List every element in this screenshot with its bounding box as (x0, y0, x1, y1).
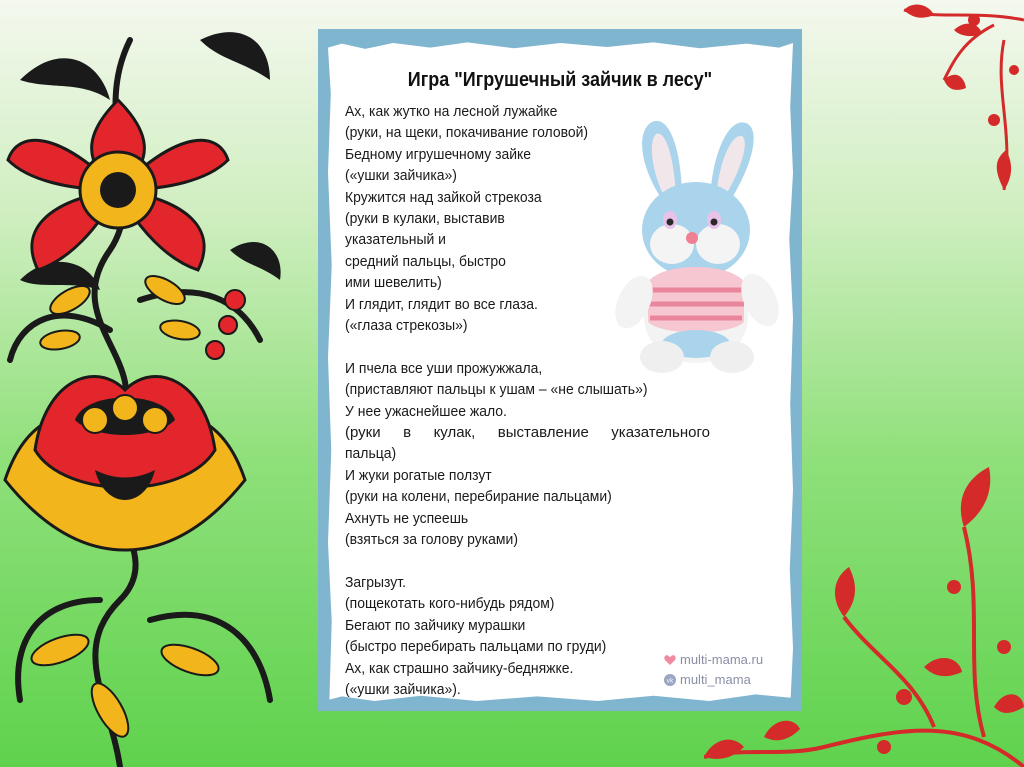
poem-line: И пчела все уши прожужжала, (345, 359, 543, 377)
poem-line: («глаза стрекозы») (345, 317, 468, 335)
poem-line: И жуки рогатые ползут (345, 466, 492, 484)
poem-line: средний пальцы, быстро (345, 252, 506, 270)
poem-line: (руки на колени, перебирание пальцами) (345, 488, 612, 506)
poem-line: пальца) (345, 445, 397, 463)
poem-word: указательного (611, 424, 710, 442)
watermark (664, 650, 763, 690)
watermark-social: multi_mama (680, 672, 751, 687)
vk-icon (664, 674, 676, 686)
svg-text:vk: vk (666, 677, 674, 685)
poem-line: Ахнуть не успеешь (345, 509, 469, 527)
poem-line: Бегают по зайчику мурашки (345, 616, 526, 634)
page-title: Игра "Игрушечный зайчик в лесу" (407, 69, 713, 91)
poem-line: И глядит, глядит во все глаза. (345, 295, 538, 313)
poem-line: (взяться за голову руками) (345, 531, 518, 549)
red-corner-ornament-top-right (844, 0, 1024, 190)
watermark-site: multi-mama.ru (680, 652, 764, 667)
poem-line: (быстро перебирать пальцами по груди) (345, 638, 607, 656)
poem-line: («ушки зайчика») (345, 167, 457, 185)
poem-line: указательный и (345, 231, 446, 249)
heart-icon (664, 654, 676, 666)
toy-bunny-illustration (612, 112, 782, 374)
poem-line-justified (345, 422, 710, 443)
poem-word: (руки (345, 424, 381, 442)
poem-line: («ушки зайчика»). (345, 680, 461, 698)
poem-line: Ах, как страшно зайчику-бедняжке. (345, 659, 574, 677)
stanza-gap (345, 551, 684, 572)
watermark-site-row (664, 650, 763, 670)
poem-line: Загрызут. (345, 573, 407, 591)
khokhloma-floral-ornament (0, 0, 290, 767)
poem-line: Бедному игрушечному зайке (345, 145, 532, 163)
poem-line: (руки в кулаки, выставив (345, 210, 505, 228)
poem-line: (руки, на щеки, покачивание головой) (345, 124, 589, 142)
poem-line: Кружится над зайкой стрекоза (345, 188, 542, 206)
poem-line: (пощекотать кого-нибудь рядом) (345, 595, 555, 613)
red-yellow-flower-bottom (5, 377, 245, 551)
poem-line: У нее ужаснейшее жало. (345, 402, 507, 420)
red-flower-top (8, 100, 228, 270)
poem-line: (приставляют пальцы к ушам – «не слышать») (345, 381, 648, 399)
poem-line: Ах, как жутко на лесной лужайке (345, 103, 558, 120)
poem-word: выставление (497, 424, 589, 442)
watermark-social-row (664, 670, 763, 690)
poem-word: в (403, 424, 412, 442)
poem-word: кулак, (433, 424, 476, 442)
poem-line: ими шевелить) (345, 274, 442, 292)
